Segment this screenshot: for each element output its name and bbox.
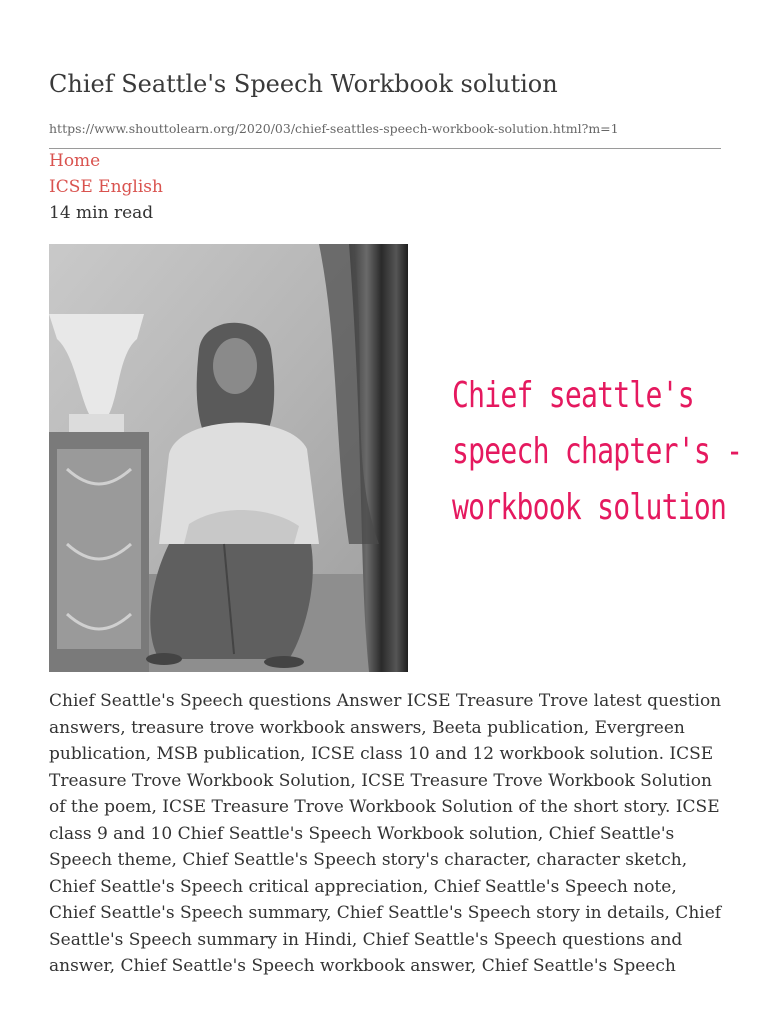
breadcrumb-category-link[interactable]: ICSE English [49, 177, 163, 197]
hero-caption-line: speech chapter's - [452, 431, 743, 472]
article-body: Chief Seattle's Speech questions Answer ICSE Treasure Trove latest question answers, treasure trove workbook answers, Beeta publication, Evergreen publication, MSB publication, ICSE class 10 and 12 workbook solution. ICSE Treasure Trove Workbook Solution, ICSE Treasure Trove Workbook Solution of the poem, ICSE Treasure Trove Workbook Solution of the short story. ICSE class 9 and 10 Chief Seattle's Speech Workbook solution, Chief Seattle's Speech theme, Chief Seattle's Speech story's character, character sketch, Chief Seattle's Speech critical appreciation, Chief Seattle's Speech note, Chief Seattle's Speech summary, Chief Seattle's Speech story in details, Chief Seattle's Speech summary in Hindi, Chief Seattle's Speech questions and answer, Chief Seattle's Speech workbook answer, Chief Seattle's Speech [49, 691, 722, 976]
page-title: Chief Seattle's Speech Workbook solution [49, 70, 558, 98]
breadcrumb-home-link[interactable]: Home [49, 151, 101, 171]
read-time: 14 min read [49, 203, 154, 223]
header-divider [49, 148, 721, 149]
chief-seattle-photo [49, 244, 408, 672]
portrait-illustration [49, 244, 408, 672]
hero-caption-line: Chief seattle's [452, 375, 694, 416]
hero-caption [419, 368, 743, 536]
hero-image [49, 244, 743, 672]
article-url[interactable]: https://www.shouttolearn.org/2020/03/chief-seattles-speech-workbook-solution.html?m=1 [49, 121, 619, 136]
hero-caption-line: workbook solution [452, 487, 727, 528]
